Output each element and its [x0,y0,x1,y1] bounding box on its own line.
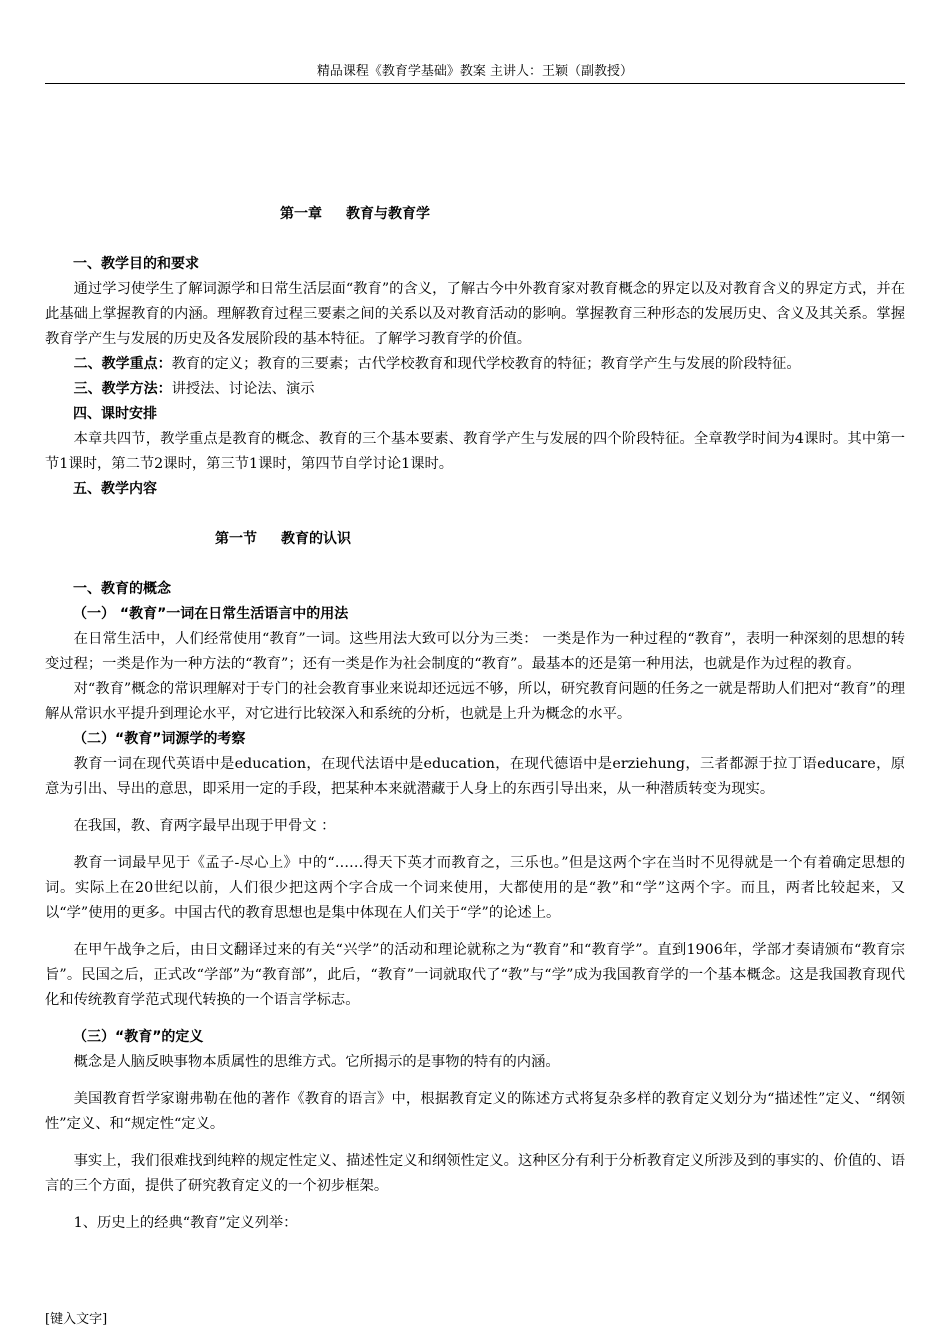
chapter-number: 第一章 [280,206,322,222]
schedule-heading: 四、课时安排 [73,406,157,422]
page-header [45,63,905,81]
definition-paragraph-3: 事实上，我们很难找到纯粹的规定性定义、描述性定义和纲领性定义。这种区分有利于分析教育定义所涉及到的事实的、价值的、语言的三个方面，提供了研究教育定义的一个初步框架。 [45,1153,905,1194]
usage-heading: （一） “教育”一词在日常生活语言中的用法 [73,606,349,622]
teaching-methods-body: 讲授法、讨论法、演示 [171,381,315,397]
concept-heading: 一、教育的概念 [73,581,171,597]
section-title [45,527,905,552]
teaching-methods-label: 三、教学方法： [73,381,172,397]
objectives-heading: 一、教学目的和要求 [73,256,199,272]
objectives-body: 通过学习使学生了解词源学和日常生活层面“教育”的含义，了解古今中外教育家对教育概念的界定以及对教育含义的界定方式，并在此基础上掌握教育的内涵。理解教育过程三要素之间的关系以及对教育活动的影响。掌握教育三种形态的发展历史、含义及其关系。掌握教育学产生与发展的历史及各发展阶段的基本特征。了解学习教育学的价值。 [45,281,905,347]
key-points-body: 教育的定义；教育的三要素；古代学校教育和现代学校教育的特征；教育学产生与发展的阶段特征。 [171,356,801,372]
footer-placeholder-text: [键入文字] [45,1312,108,1327]
section-name: 教育的认识 [281,531,351,547]
etymology-heading: （二）“教育”词源学的考察 [73,731,246,747]
document-body [45,198,905,1236]
schedule-body: 本章共四节，教学重点是教育的概念、教育的三个基本要素、教育学产生与发展的四个阶段特征。全章教学时间为4课时。其中第一节1课时，第二节2课时，第三节1课时，第四节自学讨论1课时。 [45,431,905,472]
teaching-methods [45,377,905,402]
definition-paragraph-2: 美国教育哲学家谢弗勒在他的著作《教育的语言》中，根据教育定义的陈述方式将复杂多样的教育定义划分为“描述性”定义、“纲领性”定义、和“规定性“定义。 [45,1091,905,1132]
definition-paragraph-1: 概念是人脑反映事物本质属性的思维方式。它所揭示的是事物的特有的内涵。 [73,1054,560,1070]
key-points-label: 二、教学重点： [73,356,172,372]
definition-paragraph-4: 1、历史上的经典“教育”定义列举： [73,1215,298,1231]
content-heading: 五、教学内容 [73,481,157,497]
etymology-paragraph-3: 教育一词最早见于《孟子-尽心上》中的“……得天下英才而教育之，三乐也。”但是这两个字在当时不见得就是一个有着确定思想的词。实际上在20世纪以前，人们很少把这两个字合成一个词来使用，大都使用的是“教”和“学”这两个字。而且，两者比较起来，又以“学”使用的更多。中国古代的教育思想也是集中体现在人们关于“学”的论述上。 [45,855,905,921]
usage-paragraph-2: 对“教育”概念的常识理解对于专门的社会教育事业来说却还远远不够，所以，研究教育问题的任务之一就是帮助人们把对“教育”的理解从常识水平提升到理论水平，对它进行比较深入和系统的分析，也就是上升为概念的水平。 [45,681,905,722]
chapter-title [45,202,905,227]
etymology-paragraph-4: 在甲午战争之后，由日文翻译过来的有关“兴学”的活动和理论就称之为“教育”和“教育学”。直到1906年，学部才奏请颁布“教育宗旨”。民国之后，正式改“学部”为“教育部”，此后，“教育”一词就取代了“教”与“学”成为我国教育学的一个基本概念。这是我国教育现代化和传统教育学范式现代转换的一个语言学标志。 [45,942,905,1008]
etymology-paragraph-1: 教育一词在现代英语中是education，在现代法语中是education，在现代德语中是erziehung，三者都源于拉丁语educare，原意为引出、导出的意思，即采用一定的手段，把某种本来就潜藏于人身上的东西引导出来，从一种潜质转变为现实。 [45,756,905,797]
etymology-paragraph-2: 在我国，教、育两字最早出现于甲骨文 ： [73,818,336,834]
chapter-name: 教育与教育学 [346,206,430,222]
section-number: 第一节 [215,531,257,547]
header-text: 精品课程《教育学基础》教案 主讲人：王颖（副教授） [316,64,634,79]
page-footer [45,1311,107,1329]
usage-paragraph-1: 在日常生活中，人们经常使用“教育”一词。这些用法大致可以分为三类： 一类是作为一种过程的“教育”，表明一种深刻的思想的转变过程；一类是作为一种方法的“教育”；还有一类是作为社会制度的“教育”。最基本的还是第一种用法，也就是作为过程的教育。 [45,631,905,672]
header-divider [45,83,905,84]
key-points [45,352,905,377]
definition-heading: （三）“教育”的定义 [73,1029,204,1045]
